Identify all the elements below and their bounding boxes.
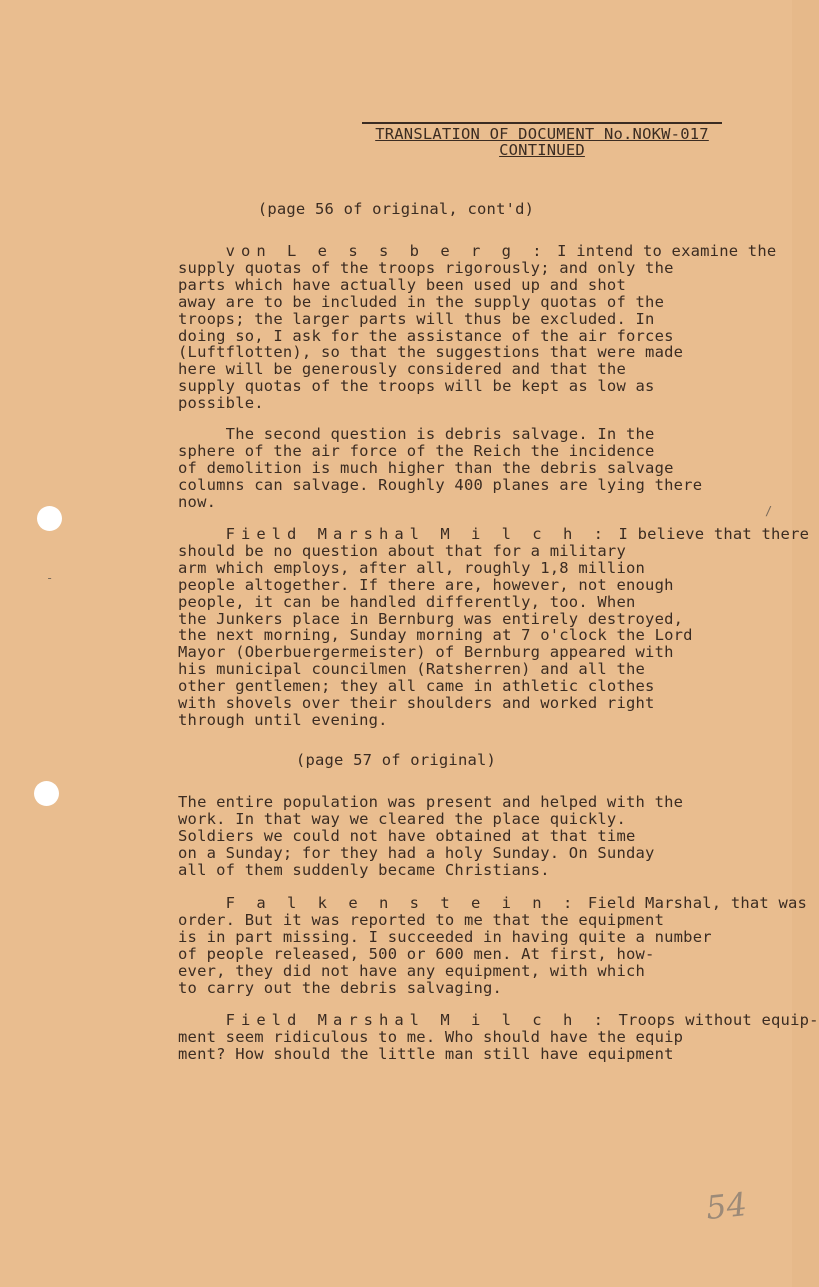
- text-line: I believe that there: [608, 525, 810, 543]
- speaker-name: Field Marshal M i l c h :: [225, 1011, 609, 1029]
- text-line: parts which have actually been used up and shot: [178, 275, 626, 294]
- text-line: of demolition is much higher than the debris salvage: [178, 458, 674, 477]
- page-ref-56: (page 56 of original, cont'd): [257, 200, 535, 218]
- text-line: work. In that way we cleared the place quickly.: [178, 809, 626, 828]
- text-line: should be no question about that for a military: [178, 541, 626, 560]
- scan-mark-left: -: [46, 571, 54, 585]
- paragraph-milch-2: [178, 1012, 819, 1063]
- text-line: order. But it was reported to me that the equipment: [178, 910, 665, 929]
- header-subtitle: CONTINUED: [499, 141, 585, 160]
- text-line: sphere of the air force of the Reich the incidence: [178, 441, 655, 460]
- text-line: The entire population was present and helped with the: [178, 793, 684, 811]
- speaker-name: F a l k e n s t e i n :: [225, 894, 579, 912]
- page-number: 54: [704, 1184, 749, 1228]
- text-line: people altogether. If there are, however, not enough: [178, 575, 674, 594]
- text-line: the next morning, Sunday morning at 7 o'clock the Lord: [178, 626, 693, 645]
- text-line: is in part missing. I succeeded in having quite a number: [178, 927, 712, 946]
- text-line: supply quotas of the troops rigorously; and only the: [178, 258, 674, 277]
- text-line: columns can salvage. Roughly 400 planes are lying there: [178, 475, 703, 494]
- paragraph-lessberg: [178, 243, 776, 412]
- punch-hole-bottom: [34, 781, 59, 806]
- paragraph-falkenstein: [178, 895, 807, 996]
- text-line: the Junkers place in Bernburg was entirely destroyed,: [178, 609, 684, 628]
- text-line: to carry out the debris salvaging.: [178, 978, 503, 997]
- text-line: ever, they did not have any equipment, with which: [178, 961, 646, 980]
- document-header: [362, 122, 722, 159]
- text-line: ment seem ridiculous to me. Who should have the equip: [178, 1027, 684, 1046]
- text-line: away are to be included in the supply quotas of the: [178, 292, 665, 311]
- text-line: on a Sunday; for they had a holy Sunday. On Sunday: [178, 843, 655, 862]
- text-line: Field Marshal, that was: [578, 894, 808, 912]
- punch-hole-top: [37, 506, 62, 531]
- text-line: doing so, I ask for the assistance of the air forces: [178, 326, 674, 345]
- text-line: here will be generously considered and that the: [178, 360, 626, 379]
- text-line: possible.: [178, 394, 264, 413]
- text-line: through until evening.: [178, 710, 388, 729]
- speaker-name: Field Marshal M i l c h :: [225, 525, 609, 543]
- text-line: people, it can be handled differently, too. When: [178, 592, 636, 611]
- paragraph-milch-1: [178, 526, 809, 729]
- text-line: with shovels over their shoulders and worked right: [178, 694, 655, 713]
- speaker-name: von L e s s b e r g :: [225, 242, 548, 260]
- text-line: now.: [178, 492, 217, 511]
- text-line: Soldiers we could not have obtained at that time: [178, 826, 636, 845]
- scan-mark-right: /: [765, 504, 773, 518]
- text-line: Troops without equip-: [608, 1011, 819, 1029]
- paragraph-population: [178, 794, 683, 879]
- header-rule: [362, 122, 722, 124]
- text-line: ment? How should the little man still have equipment: [178, 1044, 674, 1063]
- text-line: troops; the larger parts will thus be excluded. In: [178, 309, 655, 328]
- text-line: other gentlemen; they all came in athletic clothes: [178, 677, 655, 696]
- text-line: Mayor (Oberbuergermeister) of Bernburg appeared with: [178, 643, 674, 662]
- text-line: The second question is debris salvage. In the: [178, 425, 655, 443]
- text-line: I intend to examine the: [547, 242, 777, 260]
- text-line: his municipal councilmen (Ratsherren) and all the: [178, 660, 646, 679]
- page-ref-57: (page 57 of original): [295, 751, 497, 769]
- text-line: (Luftflotten), so that the suggestions that were made: [178, 343, 684, 362]
- text-line: of people released, 500 or 600 men. At first, how-: [178, 944, 655, 963]
- text-line: arm which employs, after all, roughly 1,8 million: [178, 558, 646, 577]
- text-line: supply quotas of the troops will be kept as low as: [178, 377, 655, 396]
- text-line: all of them suddenly became Christians.: [178, 860, 550, 879]
- header-title: TRANSLATION OF DOCUMENT No.NOKW-017: [375, 124, 709, 143]
- paragraph-debris-salvage: [178, 426, 702, 511]
